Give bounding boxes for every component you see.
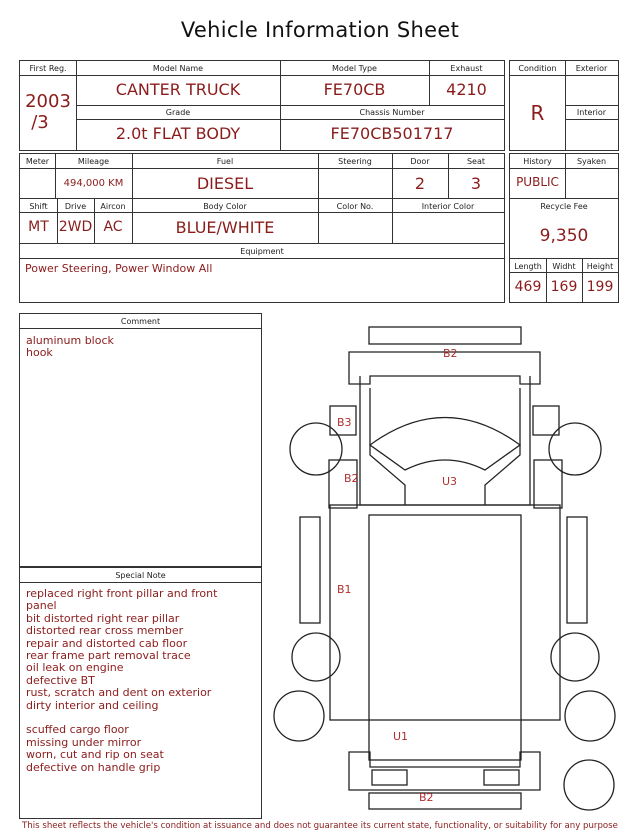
color-no-label: Color No. <box>336 202 374 211</box>
diagram-label-b2-bottom: B2 <box>419 791 434 804</box>
diagram-label-b2-side: B2 <box>344 472 359 485</box>
fuel-value: DIESEL <box>196 174 254 193</box>
first-reg-month: /3 <box>31 112 49 133</box>
specs-panel <box>19 153 505 303</box>
diagram-label-b3: B3 <box>337 416 352 429</box>
vehicle-damage-diagram <box>262 318 632 818</box>
history-value: PUBLIC <box>516 175 559 189</box>
width-label: Widht <box>552 262 576 271</box>
mileage-label: Mileage <box>77 157 110 166</box>
comment-line: hook <box>26 346 53 360</box>
drive-value: 2WD <box>58 219 93 235</box>
special-note-panel <box>19 567 262 819</box>
registration-panel <box>19 60 505 151</box>
condition-label: Condition <box>518 64 557 73</box>
note-line: bit distorted right rear pillar <box>26 611 180 625</box>
model-type-value: FE70CB <box>323 80 386 99</box>
drive-label: Drive <box>64 202 87 211</box>
width-value: 169 <box>550 279 578 295</box>
condition-grade: R <box>530 101 545 125</box>
seat-value: 3 <box>470 174 482 193</box>
body-color-label: Body Color <box>203 202 247 211</box>
recycle-fee-value: 9,350 <box>539 226 589 246</box>
door-value: 2 <box>414 174 426 193</box>
model-type-label: Model Type <box>332 64 377 73</box>
interior-color-label: Interior Color <box>421 202 475 211</box>
steering-label: Steering <box>338 157 372 166</box>
interior-label: Interior <box>576 108 607 117</box>
shift-value: MT <box>28 219 49 235</box>
exterior-label: Exterior <box>575 64 608 73</box>
note-line: rear frame part removal trace <box>26 649 191 663</box>
length-value: 469 <box>514 279 542 295</box>
syaken-label: Syaken <box>576 157 607 166</box>
height-value: 199 <box>586 279 614 295</box>
exhaust-label: Exhaust <box>450 64 483 73</box>
comment-label: Comment <box>120 317 161 326</box>
comment-panel <box>19 313 262 567</box>
first-reg-label: First Reg. <box>29 64 67 73</box>
shift-label: Shift <box>29 202 48 211</box>
history-label: History <box>523 157 552 166</box>
special-note-list <box>26 588 217 774</box>
note-line: oil leak on engine <box>26 661 124 675</box>
diagram-label-b2-top: B2 <box>443 347 458 360</box>
first-reg-year: 2003 <box>25 91 71 112</box>
mileage-value: 494,000 KM <box>63 178 124 189</box>
note-line: defective on handle grip <box>26 760 161 774</box>
seat-label: Seat <box>466 157 486 166</box>
note-line: panel <box>26 599 57 613</box>
note-line: worn, cut and rip on seat <box>26 748 164 762</box>
note-line: missing under mirror <box>26 735 142 749</box>
height-label: Height <box>586 262 614 271</box>
condition-panel <box>509 60 619 151</box>
body-color-value: BLUE/WHITE <box>175 218 275 237</box>
disclaimer-footer: This sheet reflects the vehicle's condition at issuance and does not guarantee its current state, functionality, or suitability for any purpose <box>22 821 618 831</box>
recycle-fee-label: Recycle Fee <box>540 202 588 211</box>
aircon-value: AC <box>103 219 123 235</box>
note-line: distorted rear cross member <box>26 624 184 638</box>
note-line: rust, scratch and dent on exterior <box>26 686 212 700</box>
note-line: replaced right front pillar and front <box>26 587 218 600</box>
equipment-value: Power Steering, Power Window All <box>25 262 213 275</box>
note-line: defective BT <box>26 673 95 687</box>
side-info-panel <box>509 153 619 303</box>
diagram-label-u1: U1 <box>393 730 409 743</box>
comment-list <box>26 335 114 360</box>
model-name-value: CANTER TRUCK <box>115 80 241 99</box>
comment-line: aluminum block <box>26 334 114 347</box>
chassis-value: FE70CB501717 <box>330 124 454 143</box>
equipment-label: Equipment <box>240 247 284 256</box>
sheet-title: Vehicle Information Sheet <box>180 18 460 42</box>
note-line: dirty interior and ceiling <box>26 698 159 712</box>
fuel-label: Fuel <box>216 157 234 166</box>
aircon-label: Aircon <box>100 202 126 211</box>
model-name-label: Model Name <box>152 64 204 73</box>
door-label: Door <box>410 157 430 166</box>
note-line: repair and distorted cab floor <box>26 636 188 650</box>
diagram-label-b1: B1 <box>337 583 352 596</box>
diagram-label-u3: U3 <box>442 475 458 488</box>
grade-value: 2.0t FLAT BODY <box>115 124 241 143</box>
length-label: Length <box>514 262 542 271</box>
note-line: scuffed cargo floor <box>26 723 129 737</box>
grade-label: Grade <box>165 108 191 117</box>
special-note-label: Special Note <box>115 571 166 580</box>
exhaust-value: 4210 <box>446 80 487 99</box>
meter-label: Meter <box>25 157 50 166</box>
chassis-label: Chassis Number <box>359 108 425 117</box>
